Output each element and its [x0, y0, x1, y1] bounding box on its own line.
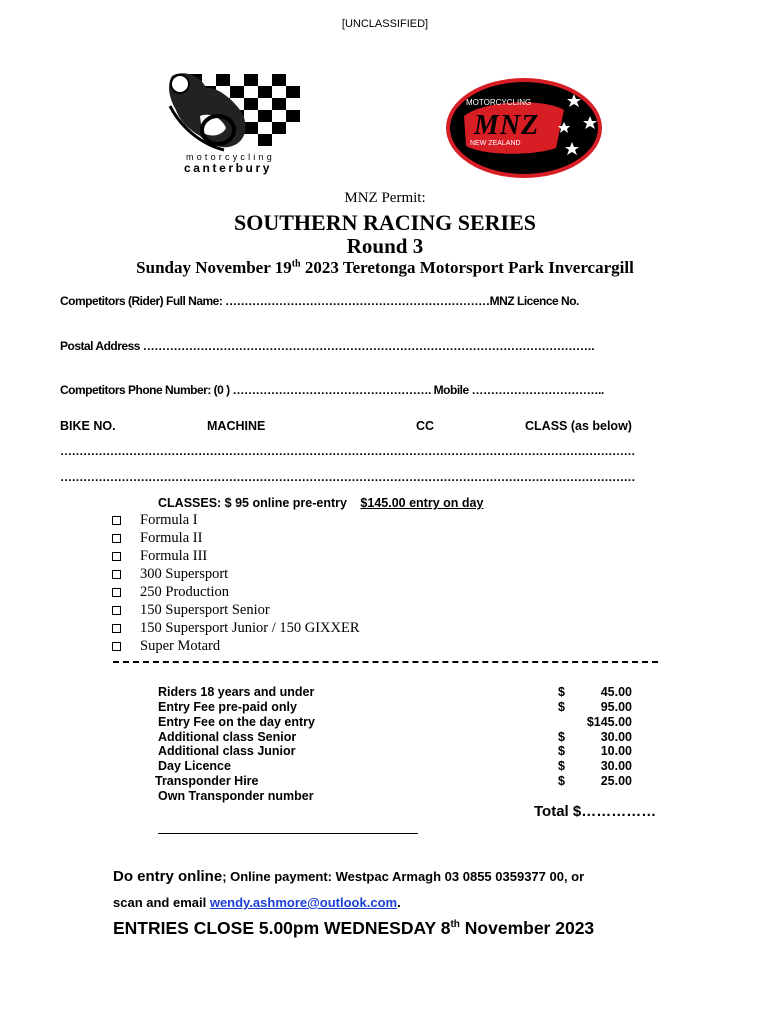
- mnz-top-text: MOTORCYCLING: [466, 98, 532, 107]
- fee-value: 10.00: [600, 744, 632, 758]
- postal-address-field[interactable]: Postal Address ……………………………………………………………………………………………………….: [60, 339, 595, 353]
- section-divider: [113, 661, 658, 663]
- class-label: Formula III: [140, 547, 208, 564]
- mnz-main-text: MNZ: [474, 110, 540, 141]
- column-machine: MACHINE: [207, 419, 266, 433]
- mnz-bottom-text: NEW ZEALAND: [470, 140, 521, 147]
- class-option[interactable]: [112, 547, 207, 565]
- class-option[interactable]: [112, 637, 220, 655]
- payment-details-text: ; Online payment: Westpac Armagh 03 0855 0359377 00, or: [222, 869, 585, 884]
- class-label: Super Motard: [140, 637, 221, 654]
- event-date: Sunday November 19: [136, 258, 292, 277]
- motorcycle-rider-icon: [169, 73, 246, 150]
- column-class: CLASS (as below): [525, 419, 632, 433]
- column-cc: CC: [416, 419, 435, 433]
- entries-close-date: November 2023: [459, 918, 595, 938]
- fee-currency: $: [558, 759, 565, 773]
- class-option[interactable]: [112, 511, 198, 529]
- class-label: 250 Production: [140, 583, 230, 600]
- online-payment-note: [113, 868, 584, 886]
- entries-close-suffix: th: [450, 919, 460, 931]
- email-link[interactable]: wendy.ashmore@outlook.com: [209, 895, 398, 910]
- transponder-number-field[interactable]: [158, 833, 418, 834]
- classes-heading-text: CLASSES: $ 95 online pre-entry: [158, 496, 347, 510]
- fee-value: $145.00: [586, 715, 632, 729]
- class-option[interactable]: [112, 619, 360, 637]
- class-label: Formula II: [140, 529, 203, 546]
- rider-name-field[interactable]: Competitors (Rider) Full Name: ……………………………………………………………MNZ Licence No.: [60, 294, 579, 308]
- entry-on-day-price: $145.00 entry on day: [360, 496, 484, 510]
- event-date-suffix: th: [291, 258, 301, 270]
- fee-label: Additional class Junior: [158, 744, 296, 758]
- online-entry-text: Do entry online: [113, 868, 223, 885]
- checkbox-icon[interactable]: [112, 570, 121, 579]
- total-field[interactable]: Total $……………: [534, 803, 657, 820]
- classes-heading: [158, 496, 483, 510]
- fee-currency: $: [558, 730, 565, 744]
- fee-amount: [558, 685, 632, 699]
- email-period: .: [397, 895, 401, 910]
- scan-email-text: scan and email: [113, 895, 210, 910]
- fee-label: Riders 18 years and under: [158, 685, 315, 699]
- phone-number-field[interactable]: Competitors Phone Number: (0 ) ……………………………………………. Mobile ……………………………..: [60, 383, 604, 397]
- bike-entry-line-1[interactable]: ……………………………………………………………………………………………………………………………………: [60, 444, 635, 458]
- checkbox-icon[interactable]: [112, 534, 121, 543]
- class-option[interactable]: [112, 529, 202, 547]
- column-bike-no: BIKE NO.: [60, 419, 116, 433]
- checkbox-icon[interactable]: [112, 642, 121, 651]
- fee-value: 95.00: [600, 700, 632, 714]
- fee-label: Additional class Senior: [158, 730, 297, 744]
- fee-value: 45.00: [600, 685, 632, 699]
- classification-label: [UNCLASSIFIED]: [341, 18, 429, 30]
- series-title: SOUTHERN RACING SERIES: [234, 210, 536, 235]
- fee-value: 30.00: [600, 759, 632, 773]
- fee-amount: [558, 774, 632, 788]
- class-label: Formula I: [140, 511, 198, 528]
- class-option[interactable]: [112, 601, 270, 619]
- fee-currency: $: [558, 685, 565, 699]
- fee-currency: $: [558, 744, 565, 758]
- fee-label: Entry Fee pre-paid only: [158, 700, 297, 714]
- class-label: 300 Supersport: [140, 565, 229, 582]
- fee-label: Transponder Hire: [155, 774, 259, 788]
- checkbox-icon[interactable]: [112, 624, 121, 633]
- fee-value: 25.00: [600, 774, 632, 788]
- canterbury-logo-line2: canterbury: [184, 161, 273, 175]
- checkbox-icon[interactable]: [112, 552, 121, 561]
- class-label: 150 Supersport Senior: [140, 601, 270, 618]
- class-option[interactable]: [112, 565, 228, 583]
- email-note: [113, 895, 401, 910]
- class-label: 150 Supersport Junior / 150 GIXXER: [140, 619, 360, 636]
- bike-entry-line-2[interactable]: ……………………………………………………………………………………………………………………………………: [60, 470, 635, 484]
- fee-currency: $: [558, 774, 565, 788]
- canterbury-logo: [160, 66, 305, 178]
- fee-label: Day Licence: [158, 759, 231, 773]
- event-date-location: [0, 258, 770, 278]
- fee-amount: [558, 730, 632, 744]
- mnz-logo: [444, 76, 604, 180]
- event-location: 2023 Teretonga Motorsport Park Invercargill: [300, 258, 634, 277]
- fee-amount: [558, 715, 632, 729]
- fee-label: Own Transponder number: [158, 789, 314, 803]
- fee-value: 30.00: [600, 730, 632, 744]
- round-title: Round 3: [346, 234, 424, 258]
- checkbox-icon[interactable]: [112, 588, 121, 597]
- permit-label: MNZ Permit:: [344, 190, 426, 206]
- entries-close-text: ENTRIES CLOSE 5.00pm WEDNESDAY 8: [113, 918, 451, 938]
- fee-amount: [558, 700, 632, 714]
- entries-close-notice: [113, 918, 594, 939]
- checkbox-icon[interactable]: [112, 606, 121, 615]
- canterbury-logo-line1: motorcycling: [186, 152, 275, 162]
- fee-amount: [558, 744, 632, 758]
- checkbox-icon[interactable]: [112, 516, 121, 525]
- fee-amount: [558, 759, 632, 773]
- checkered-flag-icon: [160, 66, 305, 156]
- class-option[interactable]: [112, 583, 229, 601]
- fee-label: Entry Fee on the day entry: [158, 715, 315, 729]
- fee-currency: $: [558, 700, 565, 714]
